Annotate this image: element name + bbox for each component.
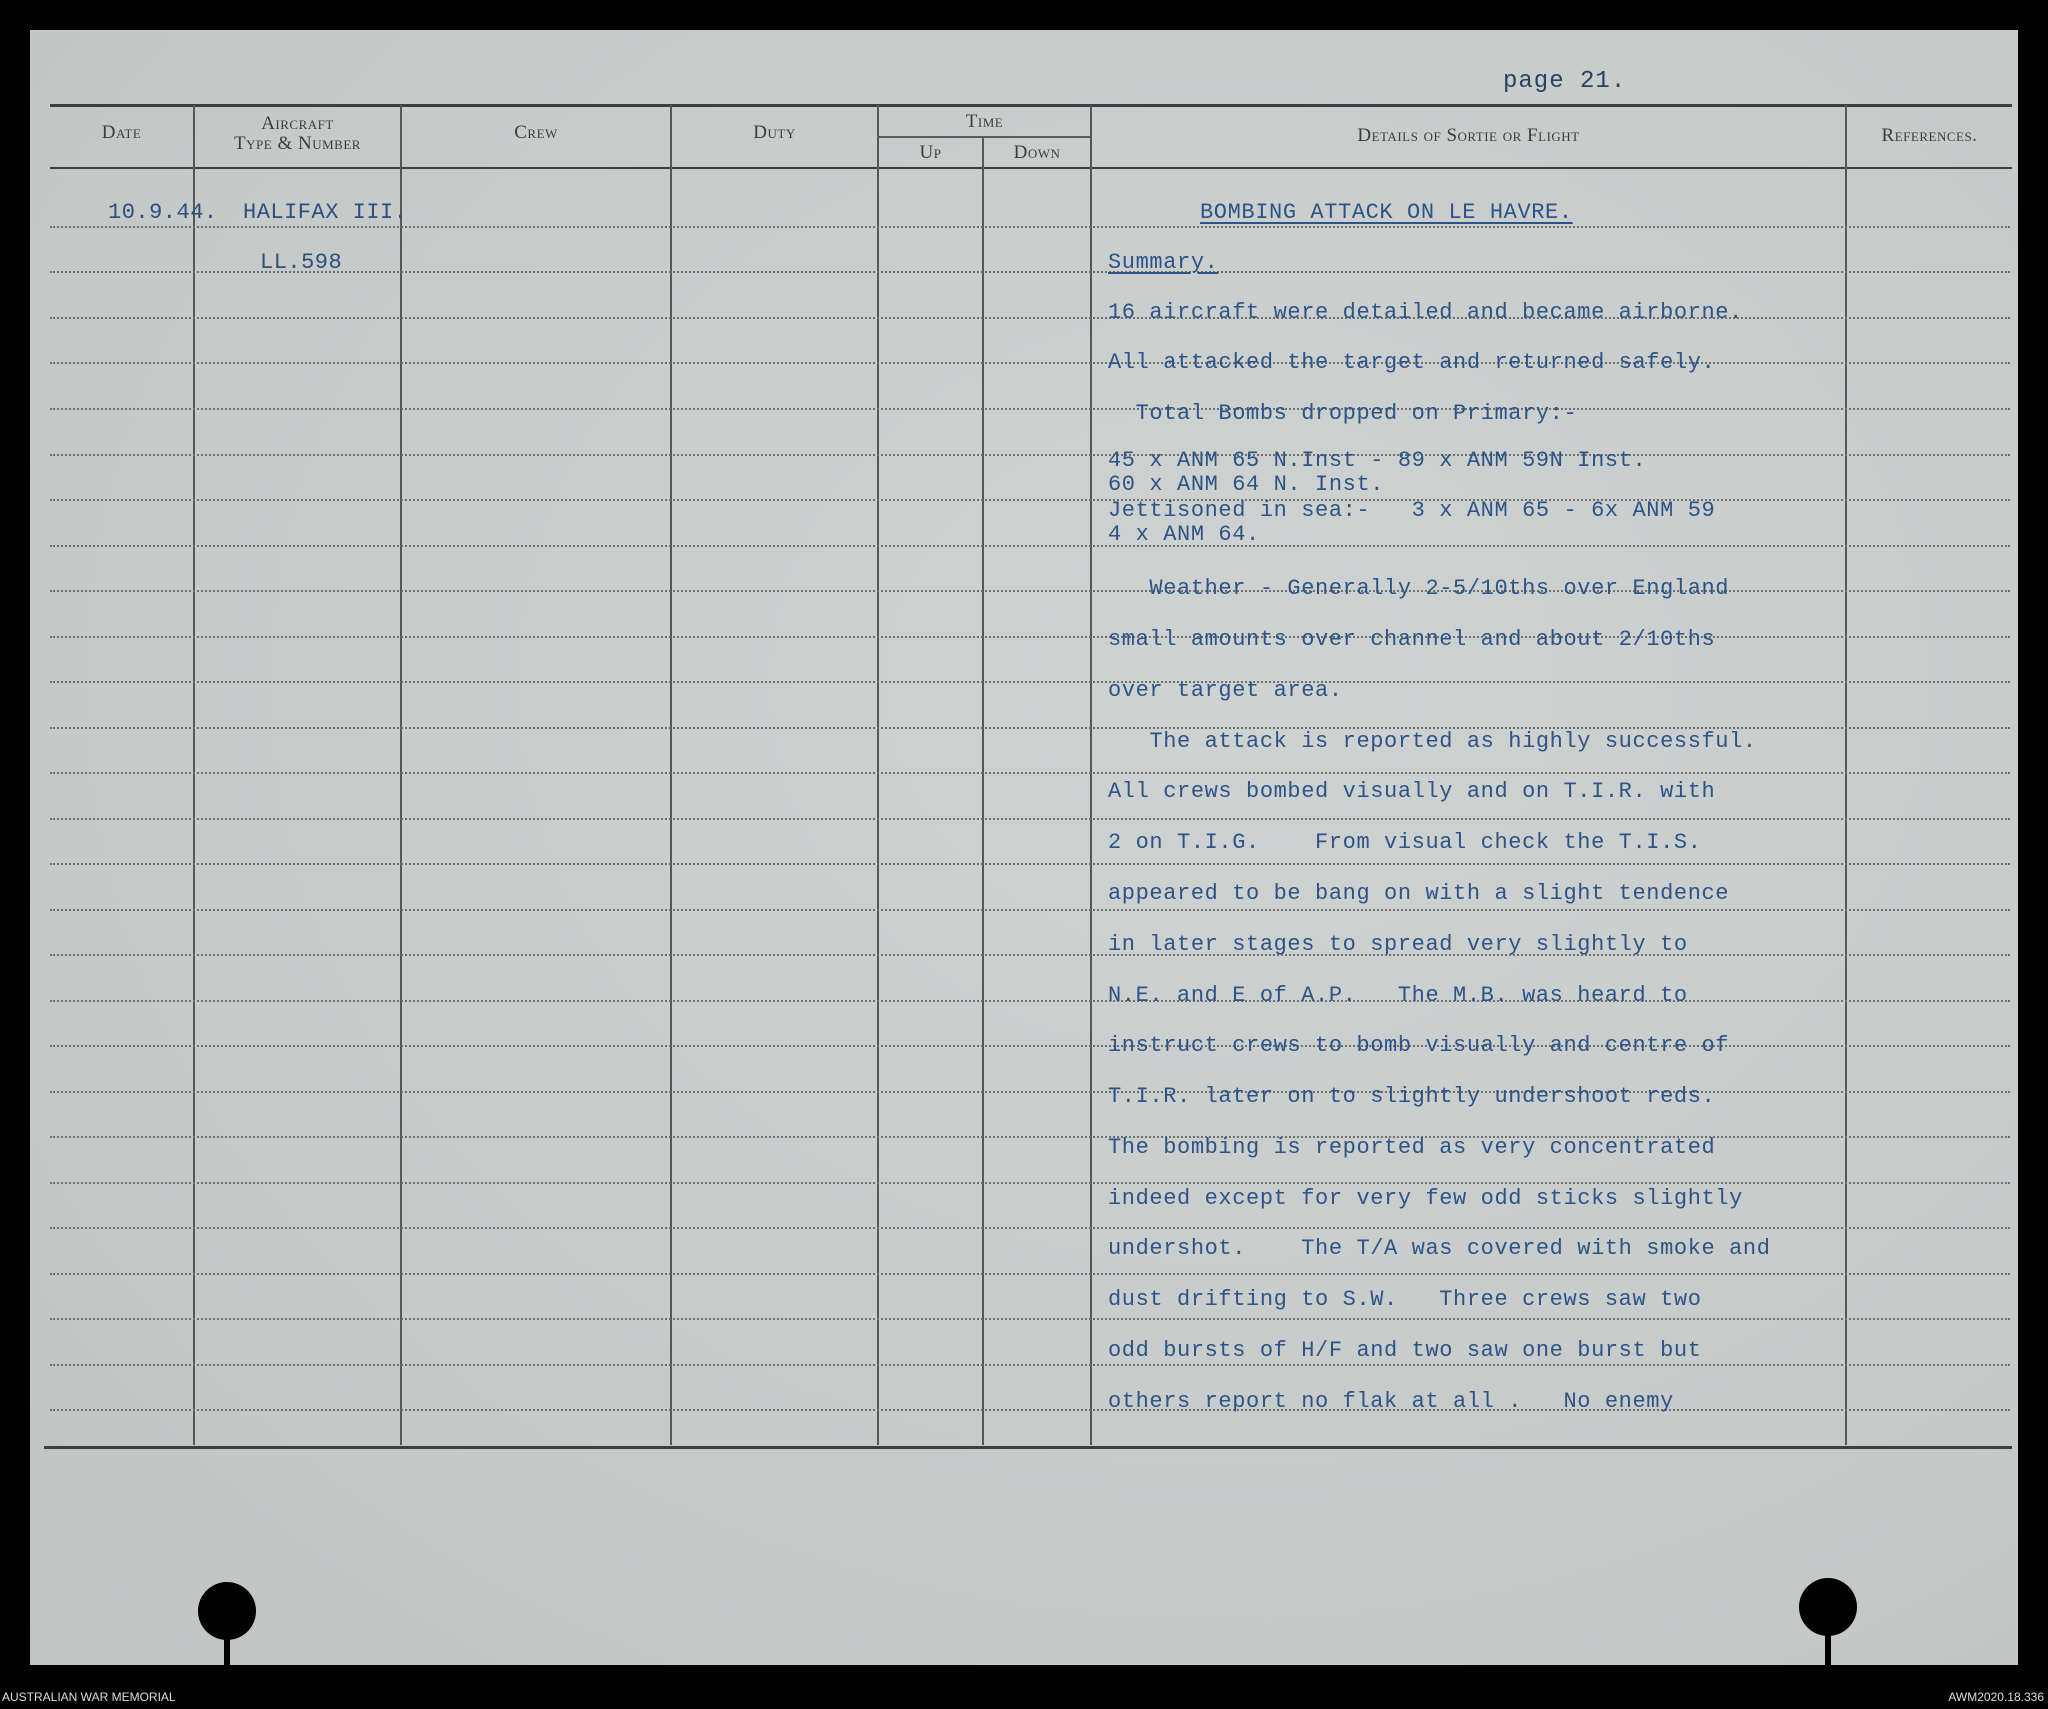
detail-line: appeared to be bang on with a slight tendence bbox=[1108, 881, 1730, 906]
entry-aircraft-number: LL.598 bbox=[260, 250, 343, 275]
ruled-line bbox=[50, 226, 2010, 228]
ruled-line bbox=[50, 909, 2010, 911]
col-line-duty bbox=[877, 105, 879, 1445]
ruled-line bbox=[50, 1182, 2010, 1184]
detail-line: dust drifting to S.W. Three crews saw two bbox=[1108, 1287, 1702, 1312]
ruled-line bbox=[50, 1136, 2010, 1138]
ruled-line bbox=[50, 863, 2010, 865]
ruled-line bbox=[50, 362, 2010, 364]
entry-date: 10.9.44. bbox=[108, 200, 218, 225]
detail-line: 60 x ANM 64 N. Inst. bbox=[1108, 472, 1385, 497]
archive-reference: AWM2020.18.336 bbox=[1948, 1690, 2044, 1704]
ruled-line bbox=[50, 1091, 2010, 1093]
entry-aircraft-type: HALIFAX III. bbox=[243, 200, 408, 225]
ruled-line bbox=[50, 1318, 2010, 1320]
ruled-line bbox=[50, 271, 2010, 273]
col-line-up bbox=[982, 137, 984, 1445]
col-line-details bbox=[1845, 105, 1847, 1445]
detail-line: in later stages to spread very slightly to bbox=[1108, 932, 1688, 957]
header-time: Time bbox=[965, 111, 1004, 132]
header-aircraft-line2: Type & Number bbox=[234, 133, 361, 154]
detail-line: 4 x ANM 64. bbox=[1108, 522, 1260, 547]
detail-line: The attack is reported as highly successful. bbox=[1108, 729, 1757, 754]
ruled-line bbox=[50, 1227, 2010, 1229]
ruled-line bbox=[50, 545, 2010, 547]
header-down: Down bbox=[1013, 142, 1061, 163]
detail-line: Total Bombs dropped on Primary:- bbox=[1108, 401, 1578, 426]
ruled-line bbox=[50, 499, 2010, 501]
col-line-down bbox=[1090, 105, 1092, 1445]
col-line-date bbox=[193, 105, 195, 1445]
punch-hole-right bbox=[1799, 1578, 1857, 1636]
header-duty: Duty bbox=[753, 122, 796, 143]
detail-line: indeed except for very few odd sticks slightly bbox=[1108, 1186, 1743, 1211]
time-sub-rule bbox=[877, 136, 1092, 138]
detail-line: 16 aircraft were detailed and became airborne. bbox=[1108, 300, 1743, 325]
detail-line: others report no flak at all . No enemy bbox=[1108, 1389, 1674, 1414]
header-top-rule bbox=[50, 104, 2012, 107]
summary-heading: Summary. bbox=[1108, 250, 1219, 275]
page-number: page 21. bbox=[1503, 68, 1627, 95]
detail-line: 2 on T.I.G. From visual check the T.I.S. bbox=[1108, 830, 1702, 855]
ruled-line bbox=[50, 408, 2010, 410]
ruled-line bbox=[50, 1409, 2010, 1411]
ruled-line bbox=[50, 954, 2010, 956]
ruled-line bbox=[50, 1364, 2010, 1366]
header-up: Up bbox=[919, 142, 942, 163]
header-aircraft-line1: Aircraft bbox=[261, 113, 334, 134]
archive-credit: AUSTRALIAN WAR MEMORIAL bbox=[2, 1690, 176, 1704]
sortie-title: BOMBING ATTACK ON LE HAVRE. bbox=[1200, 200, 1573, 225]
ruled-line bbox=[50, 818, 2010, 820]
detail-line: odd bursts of H/F and two saw one burst but bbox=[1108, 1338, 1702, 1363]
detail-line: 45 x ANM 65 N.Inst - 89 x ANM 59N Inst. bbox=[1108, 448, 1647, 473]
detail-line: over target area. bbox=[1108, 678, 1343, 703]
punch-hole-left bbox=[198, 1582, 256, 1640]
col-line-crew bbox=[670, 105, 672, 1445]
detail-line: The bombing is reported as very concentrated bbox=[1108, 1135, 1716, 1160]
detail-line: All attacked the target and returned safely. bbox=[1108, 350, 1716, 375]
header-references: References. bbox=[1881, 125, 1978, 146]
header-date: Date bbox=[101, 122, 142, 143]
detail-line: Jettisoned in sea:- 3 x ANM 65 - 6x ANM 59 bbox=[1108, 498, 1716, 523]
ruled-line bbox=[50, 1000, 2010, 1002]
detail-line: small amounts over channel and about 2/10ths bbox=[1108, 627, 1716, 652]
ruled-line bbox=[50, 454, 2010, 456]
detail-line: instruct crews to bomb visually and centre of bbox=[1108, 1033, 1730, 1058]
logbook-page bbox=[30, 30, 2018, 1665]
detail-line: T.I.R. later on to slightly undershoot reds. bbox=[1108, 1084, 1716, 1109]
ruled-line bbox=[50, 1273, 2010, 1275]
ruled-line bbox=[50, 636, 2010, 638]
detail-line: All crews bombed visually and on T.I.R. with bbox=[1108, 779, 1716, 804]
ruled-line bbox=[50, 681, 2010, 683]
header-crew: Crew bbox=[514, 122, 558, 143]
detail-line: undershot. The T/A was covered with smoke and bbox=[1108, 1236, 1771, 1261]
header-details: Details of Sortie or Flight bbox=[1357, 125, 1580, 146]
table-bottom-rule bbox=[44, 1446, 2012, 1449]
detail-line: Weather - Generally 2-5/10ths over England bbox=[1108, 576, 1730, 601]
ruled-line bbox=[50, 772, 2010, 774]
col-line-aircraft bbox=[400, 105, 402, 1445]
detail-line: N.E. and E of A.P. The M.B. was heard to bbox=[1108, 983, 1688, 1008]
header-bottom-rule bbox=[50, 167, 2012, 169]
